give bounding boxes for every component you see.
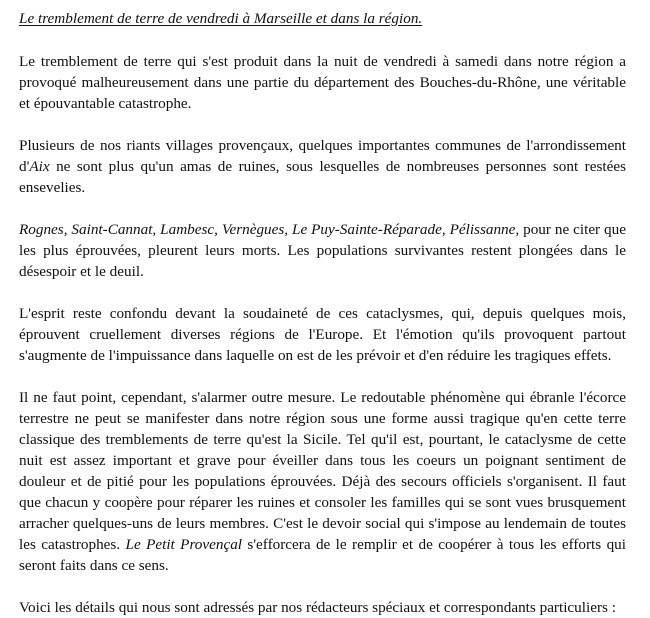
paragraph-5: [19, 387, 626, 576]
place-name-aix: Aix: [29, 158, 50, 175]
paragraph-6: Voici les détails qui nous sont adressés par nos rédacteurs spéciaux et correspondants particuliers :: [19, 599, 616, 616]
article-title: Le tremblement de terre de vendredi à Marseille et dans la région.: [19, 10, 423, 27]
paragraph-5-text-end: s'efforcera de le remplir et de coopérer à tous les efforts qui seront faits dans ce sens.: [19, 536, 626, 574]
paragraph-1: Le tremblement de terre qui s'est produit dans la nuit de vendredi à samedi dans notre région a provoqué malheureusement dans une partie du département des Bouches-du-Rhône, une véritable et épouvantable catastrophe.: [19, 53, 626, 112]
village-list: Rognes, Saint-Cannat, Lambesc, Vernègues, Le Puy-Sainte-Réparade, Pélissanne: [19, 221, 516, 238]
paragraph-3-text-end: , pour ne citer que les plus éprouvées, pleurent leurs morts. Les populations survivantes restent plongées dans le désespoir et le deuil.: [19, 221, 626, 280]
paragraph-2-text-end: ne sont plus qu'un amas de ruines, sous lesquelles de nombreuses personnes sont restées ensevelies.: [19, 158, 626, 196]
paragraph-4: L'esprit reste confondu devant la soudaineté de ces cataclysmes, qui, depuis quelques mois, éprouvent cruellement diverses régions de l'Europe. Et l'émotion qu'ils provoquent partout s'augmente de l'impuissance dans laquelle on est de les prévoir et d'en réduire les tragiques effets.: [19, 305, 626, 364]
paragraph-5-text-start: Il ne faut point, cependant, s'alarmer outre mesure. Le redoutable phénomène qui ébranle l'écorce terrestre ne peut se manifester dans notre région sous une forme aussi tragique qu'en cette terre classique des tremblements de terre qu'est la Sicile. Tel qu'il est, pourtant, le cataclysme de cette nuit est assez important et grave pour éveiller dans tous les coeurs un poignant sentiment de douleur et de pitié pour les populations éprouvées. Déjà des secours officiels s'organisent. Il faut que chacun y coopère pour réparer les ruines et consoler les familles qui se sont vues brusquement arracher quelques-uns de leurs membres. C'est le devoir social qui s'impose au lendemain de toutes les catastrophes.: [19, 389, 626, 553]
paragraph-3: [19, 219, 626, 282]
paragraph-2-text-start: Plusieurs de nos riants villages provençaux, quelques importantes communes de l'arrondissement d': [19, 137, 626, 175]
newspaper-name: Le Petit Provençal: [125, 536, 243, 553]
paragraph-2: [19, 135, 626, 198]
